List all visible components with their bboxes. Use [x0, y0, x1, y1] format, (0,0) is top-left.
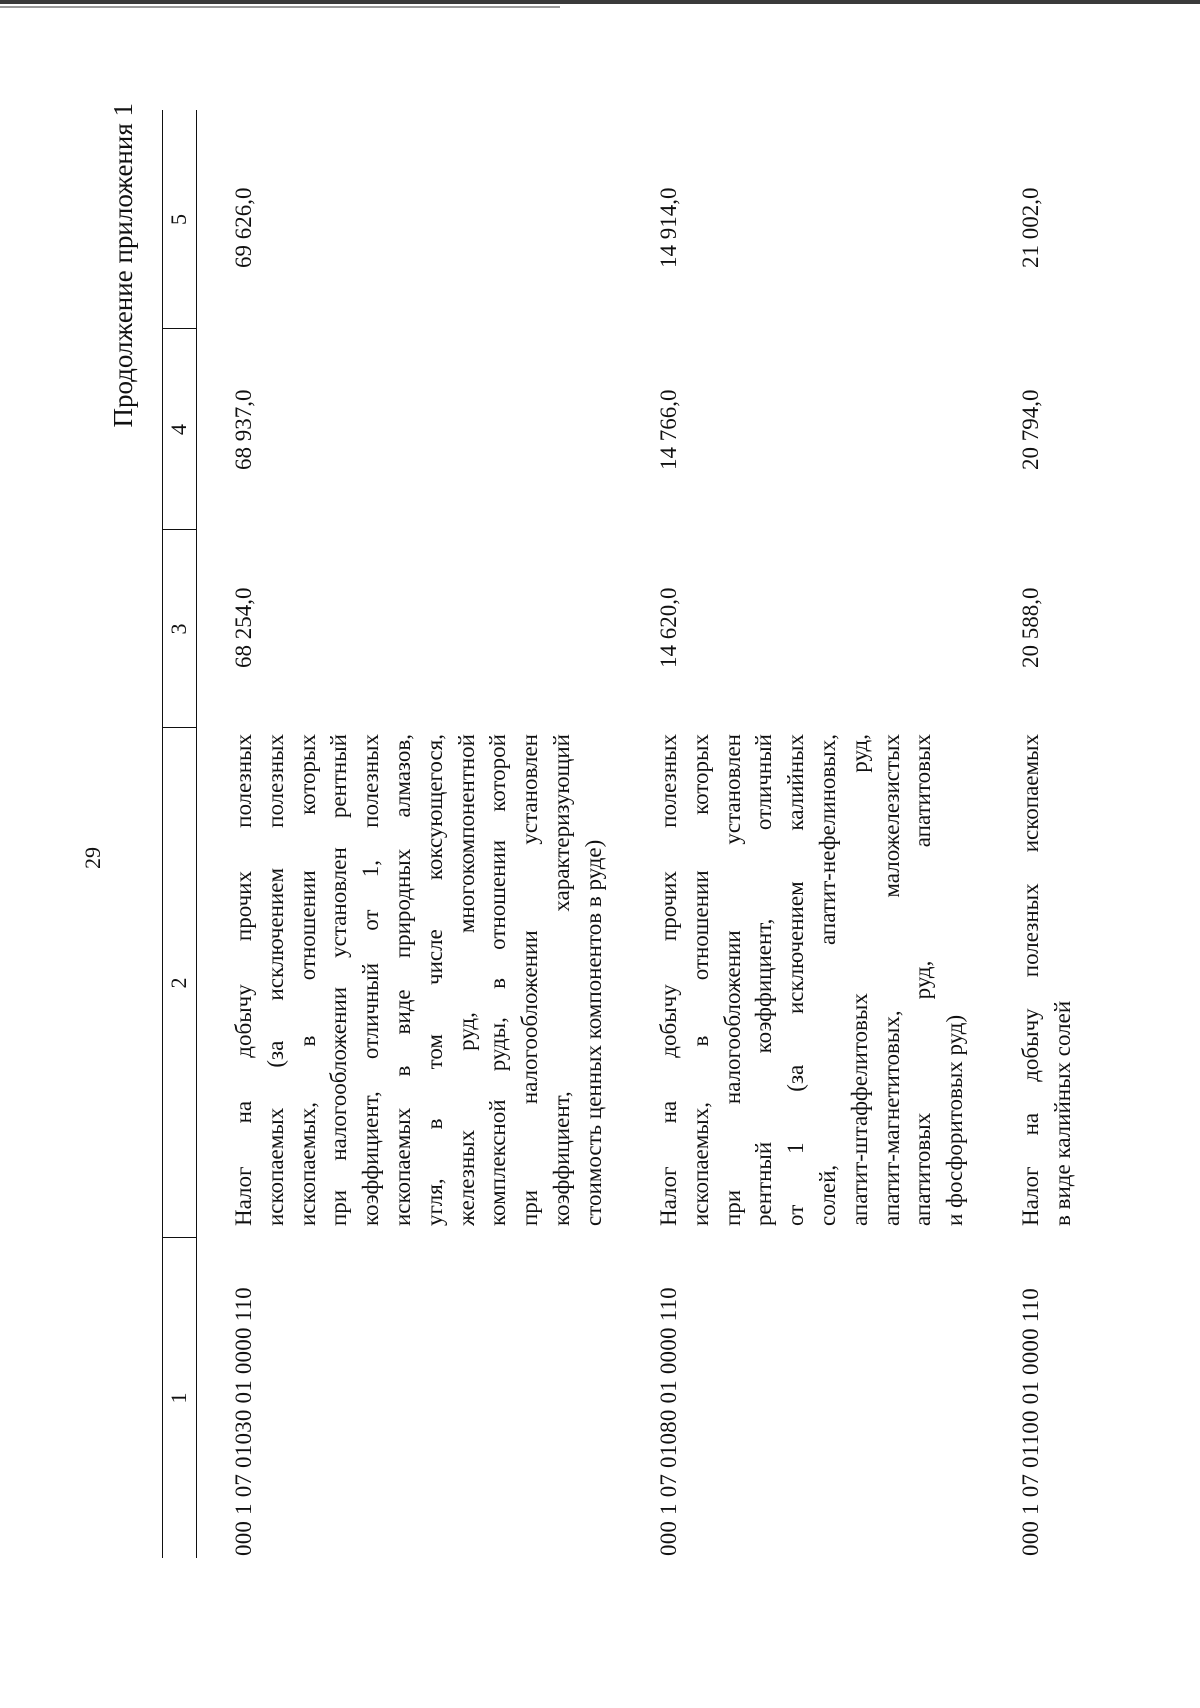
page-number: 29 [80, 847, 105, 869]
table-header-bottom-border [196, 110, 197, 1558]
row-2-description-line: солей, апатит-нефелиновых, [814, 734, 840, 1226]
row-1-description-line: при налогообложении установлен рентный [326, 734, 352, 1226]
row-1-col5-value: 69 626,0 [231, 187, 256, 268]
row-1-description-line: при налогообложении установлен [517, 734, 543, 1226]
row-1-description-line: ископаемых, в отношении которых [294, 734, 320, 1226]
row-2-description-line: ископаемых, в отношении которых [687, 734, 713, 1226]
row-1-col3-value: 68 254,0 [231, 587, 256, 668]
row-1-description-line: железных руд, многокомпонентной [453, 734, 479, 1226]
row-2-description [653, 734, 971, 1226]
row-2-description-line: при налогообложении установлен [719, 734, 745, 1226]
row-1-description-line: стоимость ценных компонентов в руде) [580, 839, 606, 1226]
row-2-description-line: апатит-штаффелитовых руд, [846, 734, 872, 1226]
row-2-description-line: и фосфоритовых руд) [942, 1014, 968, 1226]
row-1-col4-value: 68 937,0 [231, 389, 256, 470]
row-1-description-line: ископаемых (за исключением полезных [262, 734, 288, 1226]
column-header-5: 5 [166, 214, 191, 225]
row-3-col4-value: 20 794,0 [1018, 389, 1043, 470]
column-header-2: 2 [166, 977, 191, 989]
row-1-description-line: Налог на добычу прочих полезных [231, 734, 256, 1226]
row-2-col5-value: 14 914,0 [656, 187, 681, 268]
row-1-description-line: ископаемых в виде природных алмазов, [389, 734, 415, 1226]
appendix-title: Продолжение приложения 1 [108, 103, 138, 428]
column-header-3: 3 [166, 623, 191, 635]
row-3-col5-value: 21 002,0 [1018, 187, 1043, 268]
row-2-col3-value: 14 620,0 [656, 587, 681, 668]
row-3-description-line: в виде калийных солей [1049, 1000, 1075, 1226]
row-1-description-line: угля, в том числе коксующегося, [421, 734, 447, 1226]
row-2-description-line: рентный коэффициент, отличный [751, 734, 777, 1226]
row-2-col4-value: 14 766,0 [656, 389, 681, 470]
row-1-code: 000 1 07 01030 01 0000 110 [231, 1287, 256, 1556]
column-header-4: 4 [166, 424, 191, 435]
row-2-description-line: Налог на добычу прочих полезных [656, 734, 681, 1226]
row-2-description-line: апатит-магнетитовых, маложелезистых [878, 734, 904, 1226]
row-1-description-line: комплексной руды, в отношении которой [485, 734, 511, 1226]
row-3-code: 000 1 07 01100 01 0000 110 [1018, 1288, 1043, 1556]
row-3-description-line: Налог на добычу полезных ископаемых [1018, 734, 1043, 1226]
column-header-1: 1 [166, 1392, 191, 1404]
row-1-description-line: коэффициент, характеризующий [548, 734, 574, 1226]
row-1-description [228, 734, 610, 1226]
row-3-col3-value: 20 588,0 [1018, 587, 1043, 668]
row-3-description [1015, 734, 1079, 1226]
row-2-description-line: от 1 (за исключением калийных [783, 734, 809, 1226]
row-1-description-line: коэффициент, отличный от 1, полезных [358, 734, 384, 1226]
row-2-code: 000 1 07 01080 01 0000 110 [656, 1287, 681, 1556]
row-2-description-line: апатитовых руд, апатитовых [910, 734, 936, 1226]
